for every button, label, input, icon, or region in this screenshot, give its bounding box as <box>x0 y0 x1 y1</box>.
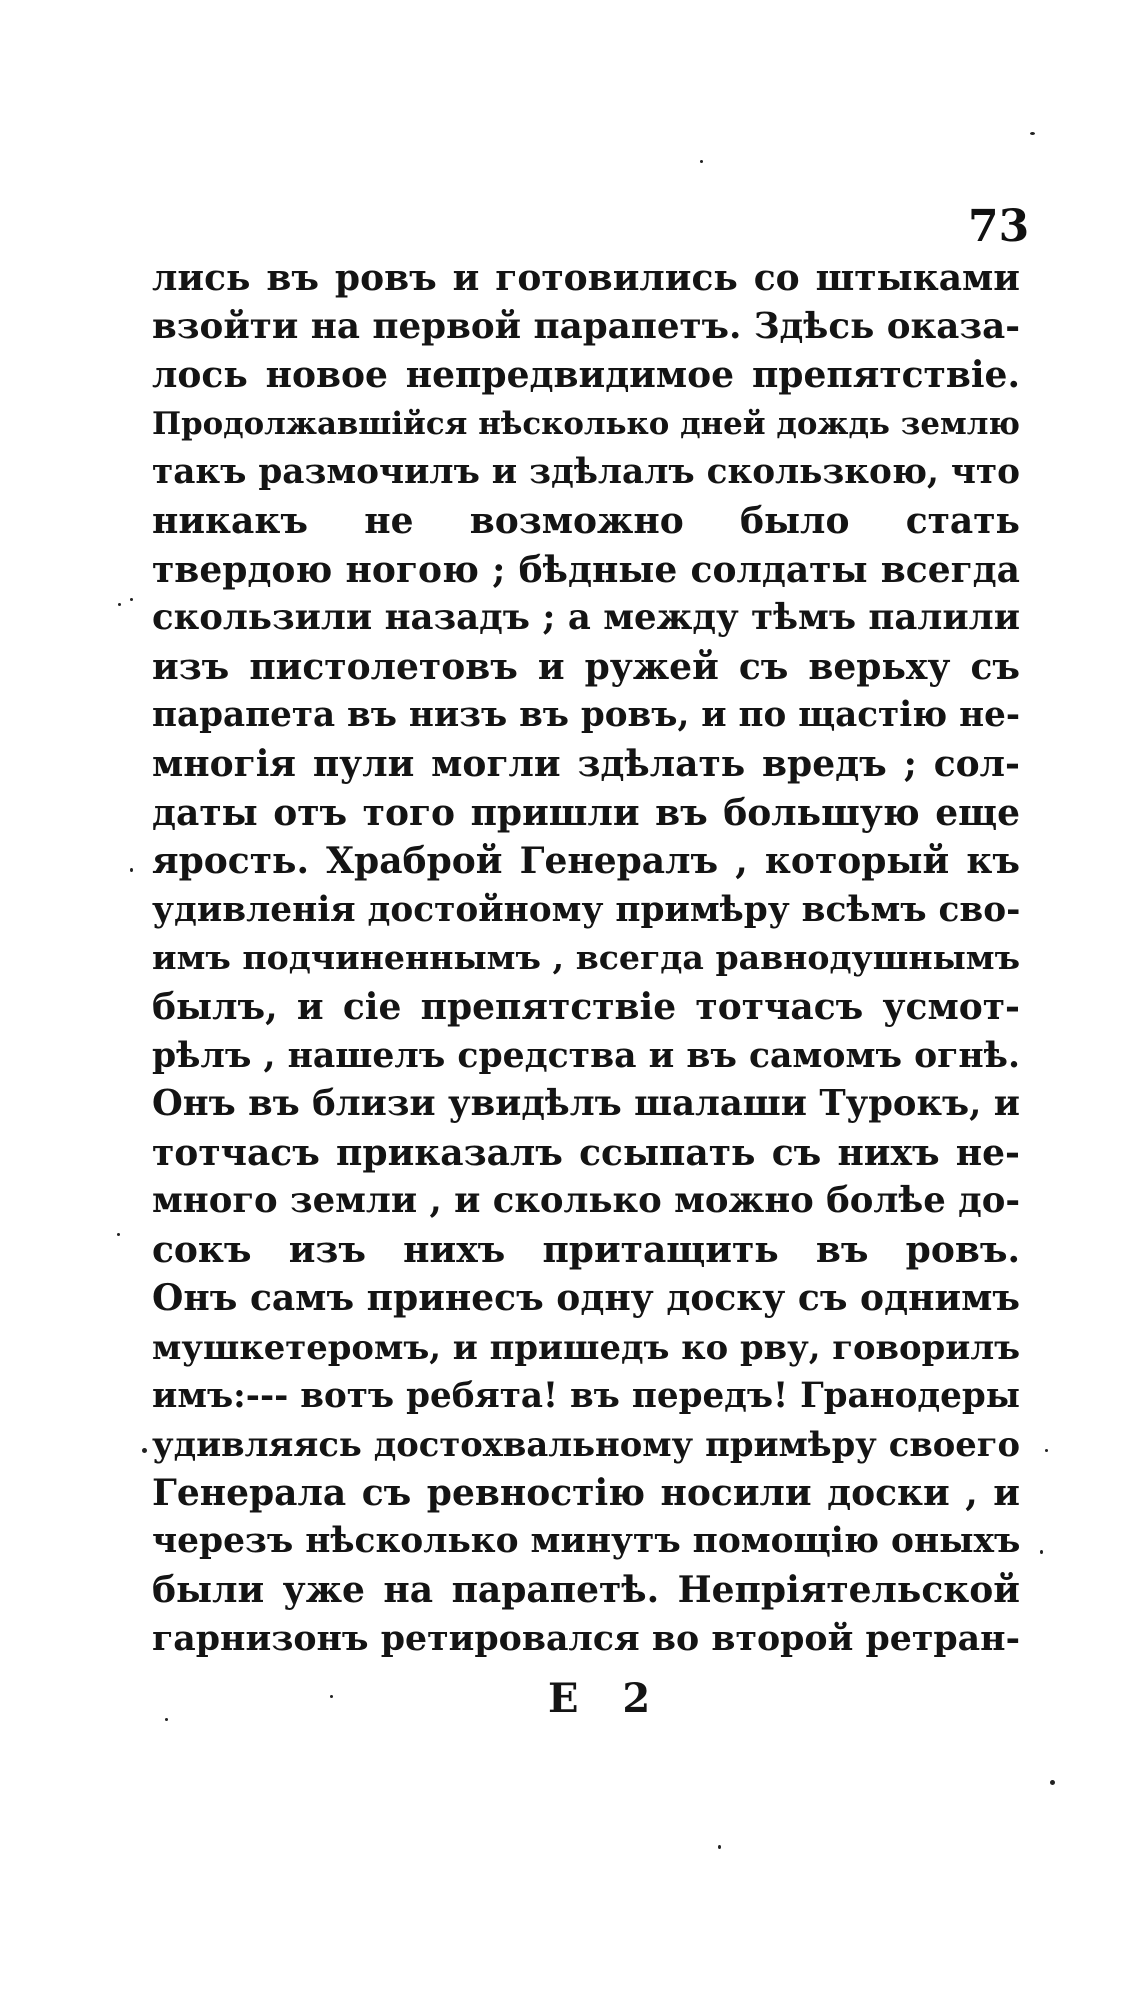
signature-mark: Е 2 <box>548 1675 651 1722</box>
text-line: никакъ не возможно было стать <box>152 499 1020 542</box>
text-line: ярость. Храброй Генералъ , который къ <box>152 840 1020 883</box>
dust-speck <box>165 1718 168 1721</box>
dust-speck <box>130 868 133 872</box>
text-line: взойти на первой парапетъ. Здѣсь оказа- <box>152 305 1020 347</box>
body-text <box>152 254 1020 1663</box>
text-line: имъ:--- вотъ ребята! въ передъ! Гранодеры <box>152 1375 1020 1416</box>
text-line: лось новое непредвидимое препятствіе. <box>152 354 1020 397</box>
text-line: многія пули могли здѣлать вредъ ; сол- <box>152 742 1020 785</box>
text-line: много земли , и сколько можно болѣе до- <box>152 1180 1020 1222</box>
text-line: Онъ самъ принесъ одну доску съ однимъ <box>152 1277 1020 1320</box>
text-line: былъ, и сіе препятствіе тотчасъ усмот- <box>152 985 1020 1028</box>
text-line: такъ размочилъ и здѣлалъ скользкою, что <box>152 452 1020 493</box>
text-line: были уже на парапетѣ. Непріятельской <box>152 1569 1020 1612</box>
text-line: черезъ нѣсколько минутъ помощію оныхъ <box>152 1521 1020 1562</box>
dust-speck <box>1045 1449 1048 1452</box>
text-line: сокъ изъ нихъ притащить въ ровъ. <box>152 1228 1020 1271</box>
text-line: парапета въ низъ въ ровъ, и по щастію не- <box>152 695 1020 736</box>
text-line: Генерала съ ревностію носили доски , и <box>152 1471 1020 1514</box>
text-line: имъ подчиненнымъ , всегда равнодушнымъ <box>152 938 1020 978</box>
text-line: мушкетеромъ, и пришедъ ко рву, говорилъ <box>152 1327 1020 1368</box>
text-line: лись въ ровъ и готовились со штыками <box>152 257 1020 299</box>
dust-speck <box>330 1695 333 1698</box>
dust-speck <box>700 160 703 163</box>
text-line: даты отъ того пришли въ большую еще <box>152 791 1020 834</box>
text-line: Продолжавшійся нѣсколько дней дождь землю <box>152 405 1020 442</box>
text-line: рѣлъ , нашелъ средства и въ самомъ огнѣ. <box>152 1035 1020 1076</box>
text-line: изъ пистолетовъ и ружей съ верьху съ <box>152 645 1020 688</box>
text-line: Онъ въ близи увидѣлъ шалаши Турокъ, и <box>152 1083 1020 1125</box>
text-line: твердою ногою ; бѣдные солдаты всегда <box>152 548 1020 591</box>
dust-speck <box>117 1233 120 1236</box>
dust-speck <box>1040 1550 1043 1554</box>
dust-speck <box>1030 132 1035 135</box>
dust-speck <box>718 1845 721 1849</box>
text-line: удивляясь достохвальному примѣру своего <box>152 1424 1020 1465</box>
text-line: удивленія достойному примѣру всѣмъ сво- <box>152 889 1020 930</box>
text-line: гарнизонъ ретировался во второй ретран- <box>152 1617 1020 1659</box>
dust-speck <box>130 598 133 601</box>
text-line: тотчасъ приказалъ ссыпать съ нихъ не- <box>152 1131 1020 1174</box>
dust-speck <box>118 603 121 606</box>
dust-speck <box>142 1448 147 1453</box>
text-line: скользили назадъ ; а между тѣмъ палили <box>152 597 1020 639</box>
dust-speck <box>1050 1780 1055 1785</box>
page-number: 73 <box>968 201 1030 252</box>
